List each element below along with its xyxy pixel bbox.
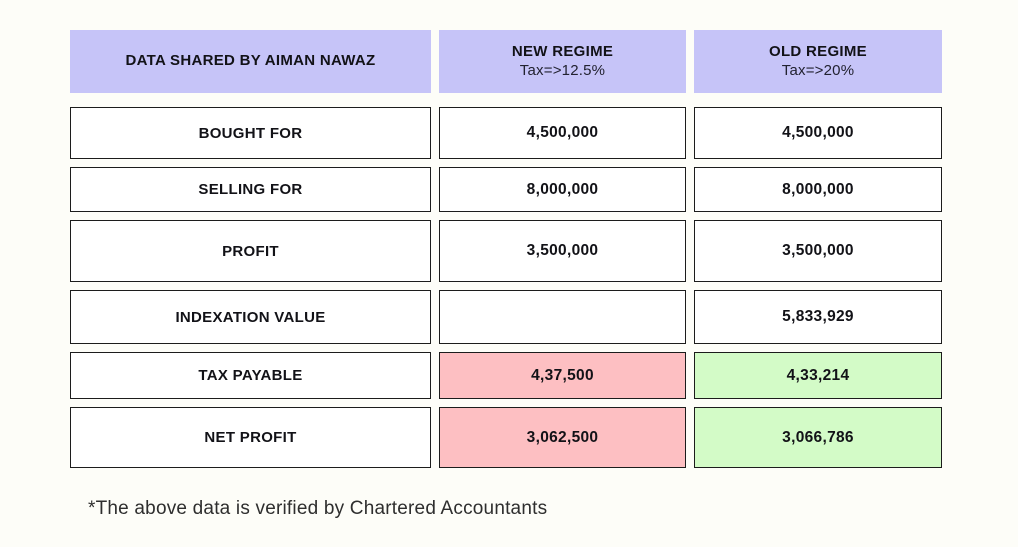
table-header-row <box>70 30 942 93</box>
net-profit-new-regime-value: 3,062,500 <box>439 407 686 468</box>
new-regime-tax-rate: Tax=>12.5% <box>519 61 606 79</box>
profit-new-regime-value: 3,500,000 <box>439 220 686 282</box>
header-cell-old-regime <box>694 30 942 93</box>
bought-for-old-regime-value: 4,500,000 <box>694 107 942 159</box>
tax-payable-old-regime-value: 4,33,214 <box>694 352 942 399</box>
profit-old-regime-value: 3,500,000 <box>694 220 942 282</box>
indexation-new-regime-value-empty <box>439 290 686 344</box>
indexation-old-regime-value: 5,833,929 <box>694 290 942 344</box>
old-regime-title: OLD REGIME <box>768 42 867 60</box>
old-regime-tax-rate: Tax=>20% <box>781 61 855 79</box>
net-profit-old-regime-value: 3,066,786 <box>694 407 942 468</box>
footnote: *The above data is verified by Chartered Accountants <box>88 498 548 519</box>
header-cell-new-regime <box>439 30 686 93</box>
row-label-profit: PROFIT <box>70 220 431 282</box>
row-label-tax-payable: TAX PAYABLE <box>70 352 431 399</box>
selling-for-new-regime-value: 8,000,000 <box>439 167 686 212</box>
row-label-bought-for: BOUGHT FOR <box>70 107 431 159</box>
tax-payable-new-regime-value: 4,37,500 <box>439 352 686 399</box>
row-label-selling-for: SELLING FOR <box>70 167 431 212</box>
header-cell-data-source <box>70 30 431 93</box>
row-label-net-profit: NET PROFIT <box>70 407 431 468</box>
new-regime-title: NEW REGIME <box>511 42 614 60</box>
selling-for-old-regime-value: 8,000,000 <box>694 167 942 212</box>
row-label-indexation-value: INDEXATION VALUE <box>70 290 431 344</box>
comparison-table <box>70 30 942 468</box>
header-data-source-label: DATA SHARED BY AIMAN NAWAZ <box>125 52 376 70</box>
table-body <box>70 107 942 468</box>
bought-for-new-regime-value: 4,500,000 <box>439 107 686 159</box>
